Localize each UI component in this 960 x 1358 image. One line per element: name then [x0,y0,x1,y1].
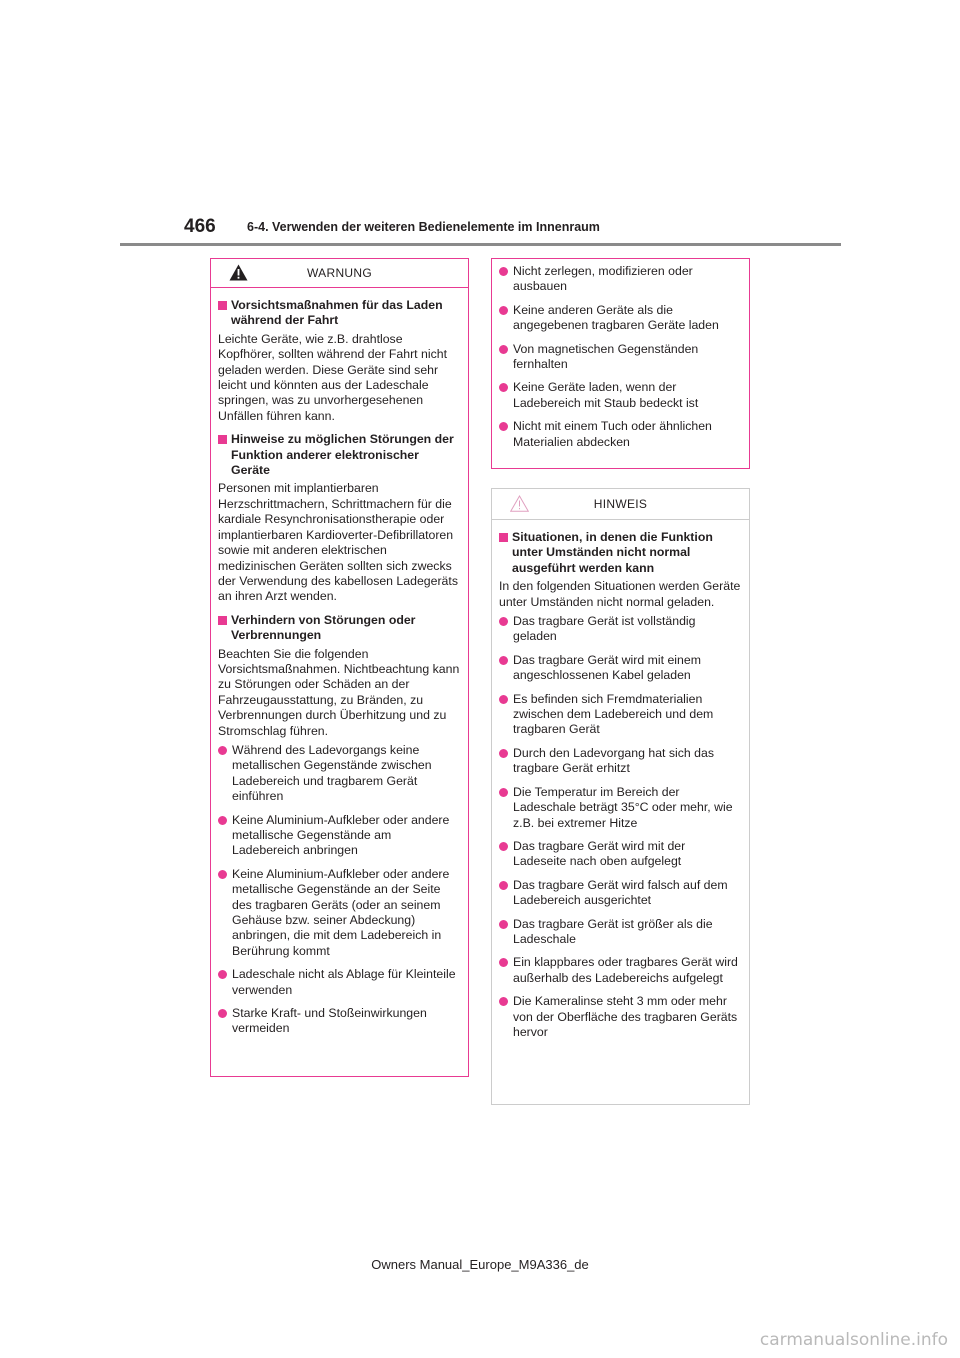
list-item: Durch den Ladevorgang hat sich das tragbare Gerät erhitzt [499,746,741,777]
warning-box [210,258,469,1077]
list-item: Keine anderen Geräte als die angegebenen tragbaren Geräte laden [499,303,741,334]
bullet-dot-icon [218,746,227,755]
bullet-dot-icon [499,997,508,1006]
bullet-dot-icon [218,870,227,879]
warning-section-heading: Verhindern von Störungen oder Verbrennungen [218,613,460,644]
warning-section-heading: Hinweise zu möglichen Störungen der Funktion anderer elektronischer Geräte [218,432,460,478]
header-rule [120,243,841,246]
bullet-dot-icon [499,617,508,626]
list-item: Die Kameralinse steht 3 mm oder mehr von der Oberfläche des tragbaren Geräts hervor [499,994,741,1040]
bullet-dot-icon [499,656,508,665]
bullet-dot-icon [499,749,508,758]
warning-label: WARNUNG [307,266,372,280]
list-item: Ein klappbares oder tragbares Gerät wird außerhalb des Ladebereichs aufgelegt [499,955,741,986]
list-item: Die Temperatur im Bereich der Ladeschale beträgt 35°C oder mehr, wie z.B. bei extremer Hitze [499,785,741,831]
bullet-dot-icon [499,881,508,890]
square-bullet-icon [218,616,227,625]
note-intro: In den folgenden Situationen werden Geräte unter Umständen nicht normal geladen. [499,579,741,609]
list-item: Das tragbare Gerät wird mit einem angeschlossenen Kabel geladen [499,653,741,684]
caution-triangle-icon [510,495,529,517]
bullet-dot-icon [218,970,227,979]
list-item: Starke Kraft- und Stoßeinwirkungen vermeiden [218,1006,460,1037]
note-label: HINWEIS [593,497,648,511]
square-bullet-icon [218,435,227,444]
bullet-dot-icon [499,306,508,315]
warning-section-text: Personen mit implantierbaren Herzschrittmachern, Schrittmachern für die kardiale Resynchronisationstherapie oder implantierbaren Kardioverter-Defibrillatoren sowie mit anderen elektrischen medizinischen Geräten sollten sich zwecks der Verwendung des kabellosen Ladegeräts an ihren Arzt wenden. [218,481,458,604]
bullet-dot-icon [218,816,227,825]
list-item: Das tragbare Gerät wird mit der Ladeseite nach oben aufgelegt [499,839,741,870]
list-item: Es befinden sich Fremdmaterialien zwischen dem Ladebereich und dem tragbaren Gerät [499,692,741,738]
bullet-dot-icon [499,695,508,704]
warning-section-heading: Vorsichtsmaßnahmen für das Laden während der Fahrt [218,298,460,329]
list-item: Keine Geräte laden, wenn der Ladebereich mit Staub bedeckt ist [499,380,741,411]
bullet-dot-icon [499,958,508,967]
watermark: carmanualsonline.info [759,1330,948,1350]
warning-header [211,259,468,288]
warning-section-text: Leichte Geräte, wie z.B. drahtlose Kopfhörer, sollten während der Fahrt nicht geladen werden. Diese Geräte sind sehr leicht und könnten aus der Ladeschale springen, was zu unvorhergesehenen Unfällen führen kann. [218,331,447,423]
bullet-dot-icon [499,383,508,392]
list-item: Das tragbare Gerät ist vollständig geladen [499,614,741,645]
list-item: Nicht zerlegen, modifizieren oder ausbauen [499,264,741,295]
list-item: Von magnetischen Gegenständen fernhalten [499,342,741,373]
bullet-dot-icon [499,788,508,797]
note-section-heading: Situationen, in denen die Funktion unter Umständen nicht normal ausgeführt werden kann [499,530,741,576]
section-title: 6-4. Verwenden der weiteren Bedienelemente im Innenraum [247,220,600,234]
footer-text: Owners Manual_Europe_M9A336_de [371,1257,589,1272]
bullet-dot-icon [499,920,508,929]
bullet-dot-icon [499,267,508,276]
note-box [491,488,750,1105]
list-item: Das tragbare Gerät wird falsch auf dem Ladebereich ausgerichtet [499,878,741,909]
note-header [492,489,749,520]
square-bullet-icon [218,301,227,310]
list-item: Das tragbare Gerät ist größer als die Ladeschale [499,917,741,948]
square-bullet-icon [499,533,508,542]
bullet-dot-icon [499,422,508,431]
warning-triangle-icon [229,264,248,286]
bullet-dot-icon [218,1009,227,1018]
warning-continued-box [491,258,750,469]
list-item: Während des Ladevorgangs keine metallischen Gegenstände zwischen Ladebereich und tragbarem Gerät einführen [218,743,460,805]
list-item: Nicht mit einem Tuch oder ähnlichen Materialien abdecken [499,419,741,450]
page-number: 466 [184,216,216,237]
bullet-dot-icon [499,842,508,851]
bullet-dot-icon [499,345,508,354]
list-item: Ladeschale nicht als Ablage für Kleinteile verwenden [218,967,460,998]
list-item: Keine Aluminium-Aufkleber oder andere metallische Gegenstände an der Seite des tragbaren Geräts (oder an seinem Gehäuse bzw. seiner Abdeckung) anbringen, die mit dem Ladebereich in Berührung kommt [218,867,460,959]
warning-section-text: Beachten Sie die folgenden Vorsichtsmaßnahmen. Nichtbeachtung kann zu Störungen oder Schäden an der Fahrzeugausstattung, zu Bränden, zu Verbrennungen durch Überhitzung und zu Stromschlag führen. [218,646,460,738]
list-item: Keine Aluminium-Aufkleber oder andere metallische Gegenstände am Ladebereich anbringen [218,813,460,859]
